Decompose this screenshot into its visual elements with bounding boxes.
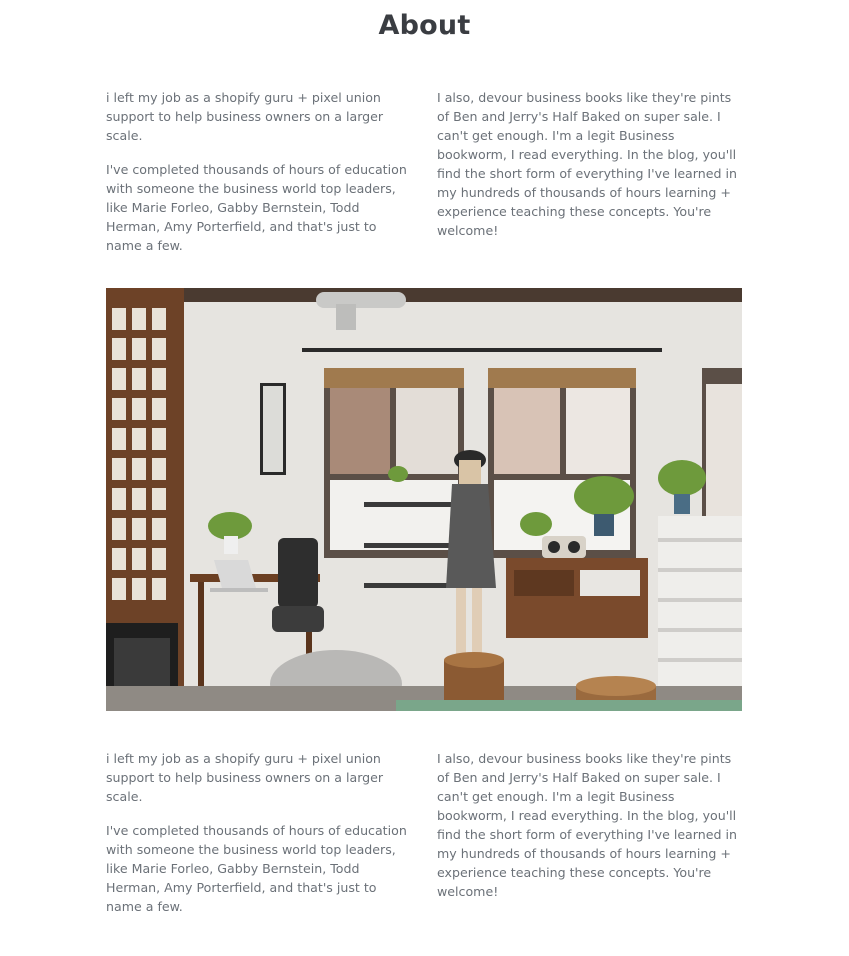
about-column-right (437, 749, 747, 916)
interior-photo (106, 288, 742, 711)
about-paragraph: I've completed thousands of hours of education with someone the business world top leaders, like Marie Forleo, Gabby Bernstein, Todd Herman, Amy Porterfield, and that's just to name a few. (106, 823, 407, 914)
about-column-right (437, 88, 747, 255)
about-column-left (106, 88, 416, 270)
about-column-left (106, 749, 416, 931)
about-paragraph: i left my job as a shopify guru + pixel union support to help business owners on a larger scale. (106, 751, 384, 804)
about-paragraph: I also, devour business books like they're pints of Ben and Jerry's Half Baked on super sale. I can't get enough. I'm a legit Business bookworm, I read everything. In the blog, you'll find the short form of everything I've learned in my hundreds of thousands of hours learning + experience teaching these concepts. You're welcome! (437, 751, 737, 899)
about-paragraph: I also, devour business books like they're pints of Ben and Jerry's Half Baked on super sale. I can't get enough. I'm a legit Business bookworm, I read everything. In the blog, you'll find the short form of everything I've learned in my hundreds of thousands of hours learning + experience teaching these concepts. You're welcome! (437, 90, 737, 238)
about-paragraph: i left my job as a shopify guru + pixel union support to help business owners on a larger scale. (106, 90, 384, 143)
page-title: About (378, 10, 471, 41)
about-paragraph: I've completed thousands of hours of education with someone the business world top leaders, like Marie Forleo, Gabby Bernstein, Todd Herman, Amy Porterfield, and that's just to name a few. (106, 162, 407, 253)
